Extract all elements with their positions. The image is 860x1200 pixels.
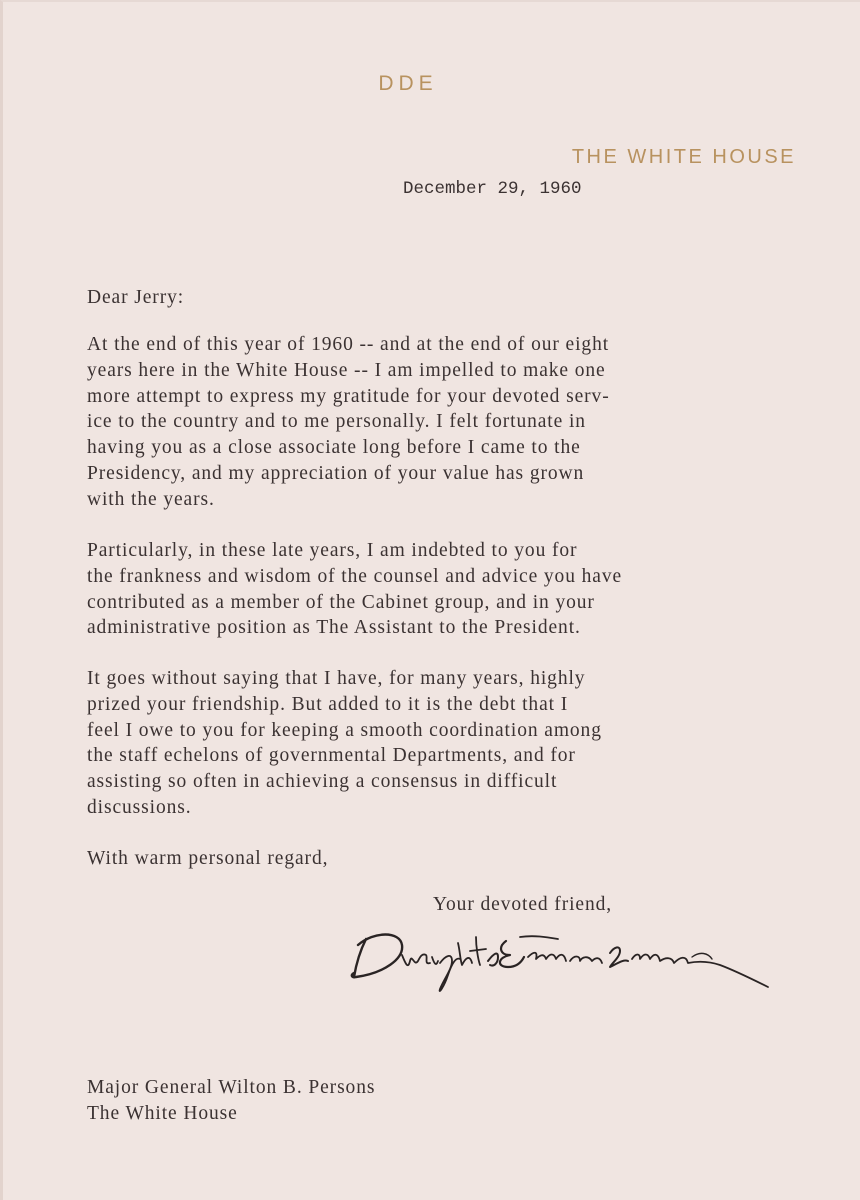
paragraph-line: contributed as a member of the Cabinet group, and in your bbox=[87, 591, 595, 613]
recipient-address: The White House bbox=[87, 1102, 238, 1124]
paragraph-line: with the years. bbox=[87, 488, 215, 510]
paragraph-line: discussions. bbox=[87, 796, 192, 818]
paragraph-line: At the end of this year of 1960 -- and at the end of our eight bbox=[87, 334, 610, 355]
monogram: DDE bbox=[378, 72, 438, 95]
letter-date: December 29, 1960 bbox=[403, 179, 582, 199]
paragraph-1 bbox=[87, 332, 610, 513]
salutation: Dear Jerry: bbox=[87, 287, 185, 308]
closing-line: With warm personal regard, bbox=[87, 848, 329, 869]
paragraph-line: Particularly, in these late years, I am indebted to you for bbox=[87, 540, 578, 561]
paragraph-line: prized your friendship. But added to it is the debt that I bbox=[87, 693, 569, 715]
complimentary-close: Your devoted friend, bbox=[433, 894, 613, 915]
paragraph-line: the staff echelons of governmental Departments, and for bbox=[87, 745, 576, 767]
recipient-name: Major General Wilton B. Persons bbox=[87, 1077, 376, 1098]
paragraph-line: ice to the country and to me personally. I felt fortunate in bbox=[87, 411, 586, 433]
paragraph-line: It goes without saying that I have, for many years, highly bbox=[87, 668, 586, 689]
paragraph-line: years here in the White House -- I am impelled to make one bbox=[87, 359, 606, 381]
recipient-block bbox=[87, 1075, 375, 1127]
paragraph-2 bbox=[87, 538, 622, 641]
paragraph-line: having you as a close associate long before I came to the bbox=[87, 437, 581, 459]
paragraph-3 bbox=[87, 666, 602, 821]
paragraph-line: the frankness and wisdom of the counsel and advice you have bbox=[87, 565, 623, 587]
paragraph-line: assisting so often in achieving a consensus in difficult bbox=[87, 771, 558, 793]
paragraph-line: feel I owe to you for keeping a smooth coordination among bbox=[87, 719, 602, 741]
paragraph-line: more attempt to express my gratitude for your devoted serv- bbox=[87, 385, 610, 407]
letterhead-office: THE WHITE HOUSE bbox=[571, 146, 796, 168]
paragraph-line: administrative position as The Assistant to the President. bbox=[87, 617, 581, 639]
handwritten-signature-icon bbox=[348, 917, 778, 997]
paragraph-line: Presidency, and my appreciation of your value has grown bbox=[87, 462, 585, 484]
